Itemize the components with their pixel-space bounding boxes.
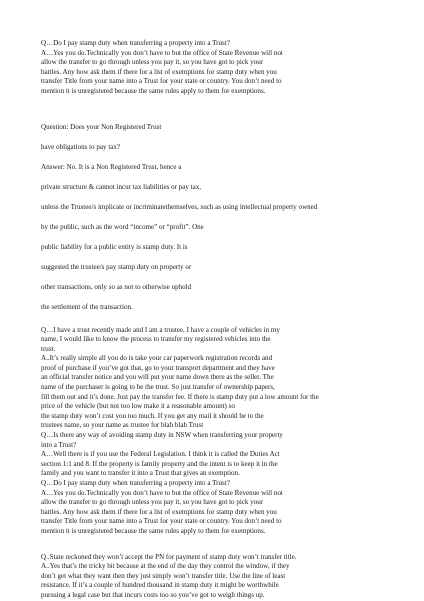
qa-block-stamp-duty-intro	[41, 39, 384, 97]
text-line: fill them out and it’s done. Just pay the transfer fee. If there is stamp duty put a low amount for the	[41, 392, 319, 401]
text-line: price of the vehicle (but not too low make it a reasonable amount) so	[41, 402, 235, 411]
text-line: the settlement of the transaction.	[41, 303, 133, 312]
text-line: unless the Trustee/s implicate or incriminatethemselves, such as using intellectual property owned	[41, 202, 318, 211]
text-line: don’t get what they want then they just simply won’t transfer title. Use the line of least	[41, 571, 286, 580]
qa-block-tax-obligations	[41, 123, 384, 313]
text-line: mention it is unregistered because the same rules apply to them for exemptions.	[41, 526, 266, 535]
text-line: an official transfer notice and you will put your name down there as the seller. The	[41, 373, 274, 382]
text-line: A…Yes you do.Technically you don’t have to but the office of State Revenue will not	[41, 48, 283, 57]
text-line: A..Yes that’s the tricky bit because at the end of the day they control the window, if they	[41, 562, 290, 571]
text-line: have obligations to pay tax?	[41, 142, 121, 151]
text-line: Q…Is there any way of avoiding stamp duty in NSW when transferring your property	[41, 431, 283, 440]
text-line: Q..State reckoned they won’t accept the PN for payment of stamp duty won’t transfer title.	[41, 552, 297, 561]
text-line: the stamp duty won’t cost you too much. If you get any mail it should be to the	[41, 411, 264, 420]
text-line: resistance. If it’s a couple of hundred thousand in stamp duty it might be worthwhile	[41, 581, 279, 590]
text-line: battles. Any how ask them if there for a list of exemptions for stamp duty when you	[41, 67, 277, 76]
text-line: mention it is unregistered because the same rules apply to them for exemptions.	[41, 86, 266, 95]
text-line: proof of purchase if you’ve got that, go to your transport department and they have	[41, 363, 275, 372]
text-line: battles. Any how ask them if there for a list of exemptions for stamp duty when you	[41, 507, 277, 516]
text-line: name, I would like to know the process to transfer my registered vehicles into the	[41, 335, 271, 344]
text-line: A..It’s really simple all you do is take your car paperwork registration records and	[41, 354, 273, 363]
text-line: Question: Does your Non Registered Trust	[41, 122, 162, 131]
text-line: trust.	[41, 344, 56, 353]
qa-block-vehicles-and-stamp-duty	[41, 326, 384, 537]
text-line: trustees name, so your name as trustee for blah blah Trust	[41, 421, 204, 430]
text-line: public liability for a public entity is stamp duty. It is	[41, 243, 188, 252]
text-line: private structure & cannot incur tax liabilities or pay tax,	[41, 182, 202, 191]
text-line: A…Yes you do.Technically you don’t have to but the office of State Revenue will not	[41, 488, 283, 497]
text-line: suggested the trustee/s pay stamp duty on property or	[41, 263, 192, 272]
text-line: name of the purchaser is going to be the trust. So just transfer of ownership papers,	[41, 383, 275, 392]
qa-block-state-pn-payment	[41, 553, 384, 601]
text-line: A…Well there is if you use the Federal Legislation. I think it is called the Duties Act	[41, 450, 280, 459]
text-line: section 1:1 and 8. If the property is family property and the intent is to keep it in the	[41, 459, 278, 468]
text-line: pursuing a legal case but that incurs costs too so you’ve got to weigh things up.	[41, 590, 265, 599]
text-line: Q…Do I pay stamp duty when transferring a property into a Trust?	[41, 39, 230, 47]
text-line: allow the transfer to go through unless you pay it, so you have got to pick your	[41, 58, 264, 67]
text-line: transfer Title from your name into a Trust for your state or country. You don’t need to	[41, 517, 282, 526]
text-line: Answer: No. It is a Non Registered Trust, hence a	[41, 162, 182, 171]
text-line: Q…I have a trust recently made and I am a trustee, I have a couple of vehicles in my	[41, 325, 280, 334]
text-line: Q…Do I pay stamp duty when transferring a property into a Trust?	[41, 479, 230, 487]
text-line: into a Trust?	[41, 440, 77, 449]
text-line: by the public, such as the word “income” or “profit”. One	[41, 223, 204, 232]
text-line: family and you want to transfer it into a Trust that gives an exemption.	[41, 469, 240, 478]
text-line: allow the transfer to go through unless you pay it, so you have got to pick your	[41, 498, 264, 507]
text-line: transfer Title from your name into a Trust for your state or country. You don’t need to	[41, 77, 282, 86]
text-line: other transactions, only so as not to otherwise uphold	[41, 283, 192, 292]
